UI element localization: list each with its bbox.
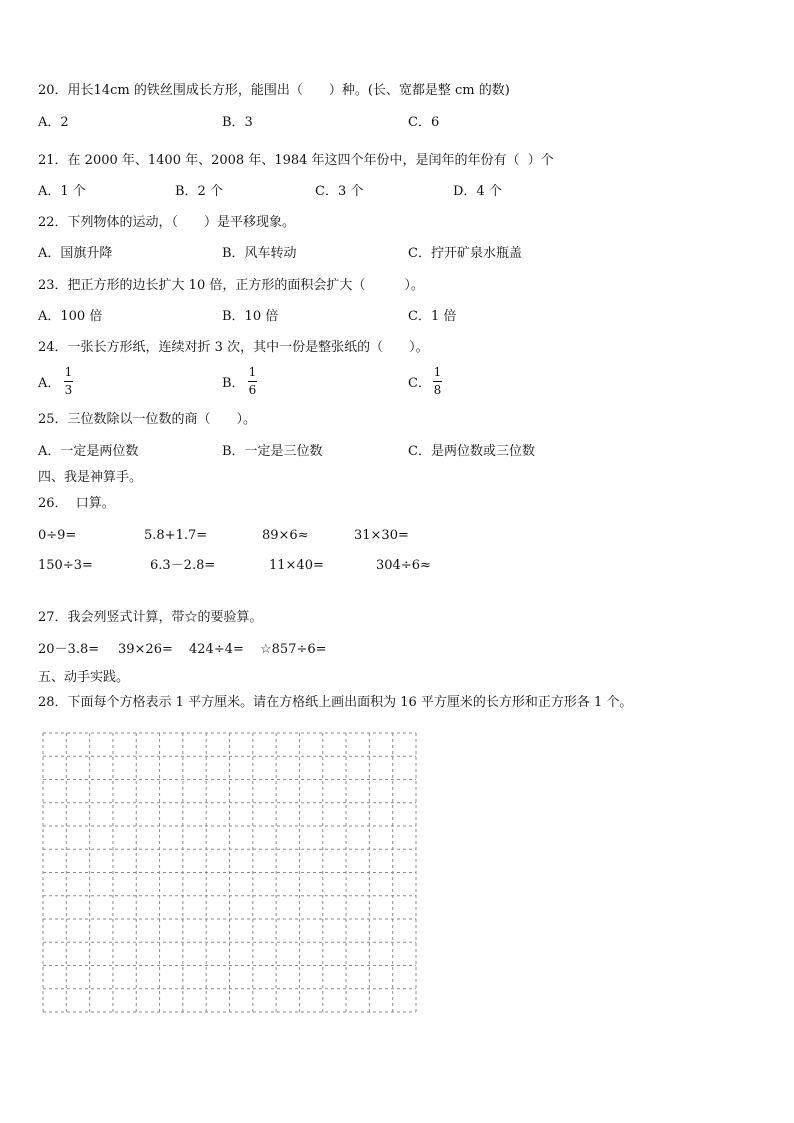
q23-option-c[interactable]: C．1 倍 [408, 309, 457, 324]
q21-option-d[interactable]: D．4 个 [453, 184, 502, 199]
numerator: 1 [433, 365, 442, 379]
numerator: 1 [248, 365, 257, 379]
q21-option-c[interactable]: C．3 个 [315, 184, 364, 199]
q24-option-a-label[interactable]: A． [38, 376, 61, 391]
q24-option-c-fraction [433, 366, 442, 397]
vertical-calc-item: ☆857÷6= [260, 642, 327, 657]
mental-calc-item: 0÷9= [38, 528, 77, 543]
denominator: 3 [64, 383, 73, 397]
q25-option-a[interactable]: A．一定是两位数 [38, 444, 139, 459]
fraction-bar [433, 381, 442, 382]
denominator: 6 [248, 383, 257, 397]
q20-option-b[interactable]: B．3 [222, 115, 253, 130]
vertical-calc-item: 39×26= [118, 642, 173, 657]
question-27: 27．我会列竖式计算，带☆的要验算。 [38, 610, 263, 625]
q22-option-c[interactable]: C．拧开矿泉水瓶盖 [408, 246, 522, 261]
q21-option-a[interactable]: A．1 个 [38, 184, 86, 199]
question-23: 23．把正方形的边长扩大 10 倍，正方形的面积会扩大（ ）。 [38, 278, 424, 293]
q24-option-b-label[interactable]: B． [222, 376, 245, 391]
mental-calc-item: 304÷6≈ [376, 558, 431, 573]
q24-option-c-label[interactable]: C． [408, 376, 431, 391]
denominator: 8 [433, 383, 442, 397]
q24-option-a-fraction [64, 366, 73, 397]
q23-option-a[interactable]: A．100 倍 [38, 309, 103, 324]
numerator: 1 [64, 365, 73, 379]
question-28: 28．下面每个方格表示 1 平方厘米。请在方格纸上画出面积为 16 平方厘米的长方形和正方形各 1 个。 [38, 695, 633, 710]
mental-calc-item: 31×30= [354, 528, 409, 543]
question-20: 20．用长14cm 的铁丝围成长方形，能围出（ ）种。(长、宽都是整 cm 的数) [38, 83, 510, 98]
square-grid[interactable] [42, 732, 417, 1013]
q24-option-b-fraction [248, 366, 257, 397]
q22-option-b[interactable]: B．风车转动 [222, 246, 297, 261]
fraction-bar [248, 381, 257, 382]
vertical-calc-item: 424÷4= [189, 642, 244, 657]
section-heading-4: 四、我是神算手。 [38, 470, 143, 485]
q25-option-b[interactable]: B．一定是三位数 [222, 444, 323, 459]
mental-calc-item: 5.8+1.7= [144, 528, 208, 543]
mental-calc-item: 89×6≈ [262, 528, 309, 543]
vertical-calc-item: 20－3.8= [38, 642, 100, 657]
q20-option-c[interactable]: C．6 [408, 115, 440, 130]
question-21: 21．在 2000 年、1400 年、2008 年、1984 年这四个年份中，是闰年的年份有（ ）个 [38, 153, 554, 168]
question-22: 22．下列物体的运动，（ ）是平移现象。 [38, 215, 296, 230]
q22-option-a[interactable]: A．国旗升降 [38, 246, 113, 261]
q23-option-b[interactable]: B．10 倍 [222, 309, 279, 324]
fraction-bar [64, 381, 73, 382]
mental-calc-item: 11×40= [269, 558, 324, 573]
mental-calc-item: 6.3－2.8= [150, 558, 216, 573]
question-24: 24．一张长方形纸，连续对折 3 次，其中一份是整张纸的（ ）。 [38, 340, 429, 355]
question-26: 26． 口算。 [38, 496, 115, 511]
q20-option-a[interactable]: A．2 [38, 115, 69, 130]
q21-option-b[interactable]: B．2 个 [175, 184, 223, 199]
q25-option-c[interactable]: C．是两位数或三位数 [408, 444, 535, 459]
mental-calc-item: 150÷3= [38, 558, 93, 573]
section-heading-5: 五、动手实践。 [38, 670, 130, 685]
question-25: 25．三位数除以一位数的商（ ）。 [38, 412, 257, 427]
